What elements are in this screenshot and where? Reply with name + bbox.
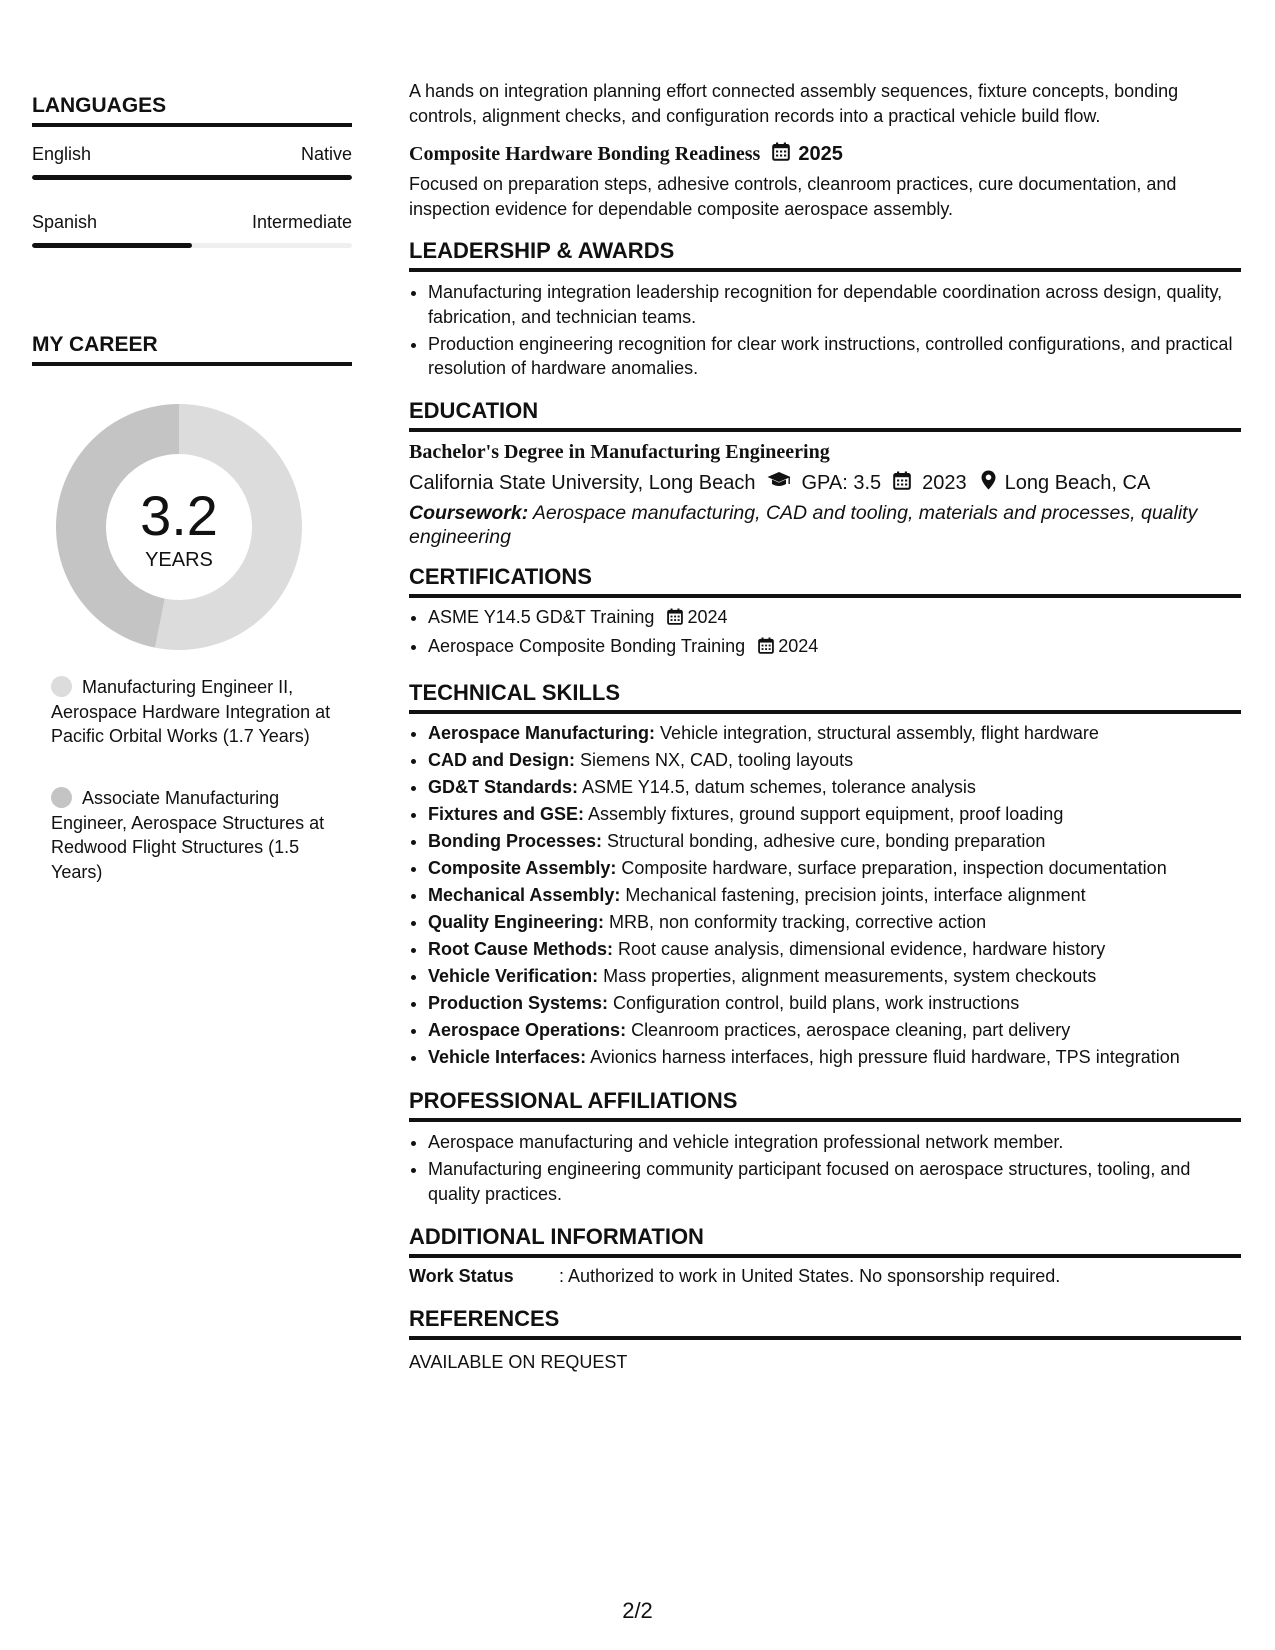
school-name: California State University, Long Beach — [409, 471, 756, 494]
skill-label: GD&T Standards: — [428, 777, 579, 797]
coursework — [409, 501, 1241, 549]
page-number: 2/2 — [622, 1598, 653, 1623]
coursework-label: Coursework: — [409, 502, 529, 524]
calendar-icon — [758, 636, 774, 661]
list-item — [428, 634, 1241, 661]
skill-label: Composite Assembly: — [428, 858, 617, 878]
affiliations-list — [409, 1130, 1241, 1206]
career-legend-text: Manufacturing Engineer II, Aerospace Hardware Integration at Pacific Orbital Works (1.7 Years) — [51, 677, 331, 746]
education-heading: EDUCATION — [409, 398, 1241, 432]
certifications-list — [409, 605, 1241, 661]
skill-label: Vehicle Interfaces: — [428, 1047, 587, 1067]
project-intro-text: A hands on integration planning effort connected assembly sequences, fixture concepts, bonding controls, alignment checks, and configuration records into a practical vehicle build flow. — [409, 81, 1179, 126]
skill-value: MRB, non conformity tracking, corrective action — [604, 912, 987, 932]
skill-value: Assembly fixtures, ground support equipment, proof loading — [584, 804, 1064, 824]
legend-dot-icon — [51, 676, 72, 697]
skill-label: CAD and Design: — [428, 750, 576, 770]
skill-item — [428, 829, 1241, 854]
career-total-value: 3.2 — [140, 484, 218, 547]
skill-value: Composite hardware, surface preparation, inspection documentation — [616, 858, 1167, 878]
list-item: • Aerospace manufacturing and vehicle integration professional network member. — [428, 1130, 1241, 1155]
career-total-unit: YEARS — [145, 549, 213, 571]
project-year: 2025 — [798, 143, 843, 165]
graduation-year: 2023 — [922, 471, 967, 494]
skill-item — [428, 802, 1241, 827]
certification-year: 2024 — [778, 636, 819, 656]
skill-label: Aerospace Manufacturing: — [428, 723, 656, 743]
leadership-list — [409, 280, 1241, 381]
skill-value: ASME Y14.5, datum schemes, tolerance analysis — [578, 777, 976, 797]
location-pin-icon — [981, 470, 996, 496]
certification-name: ASME Y14.5 GD&T Training — [428, 607, 655, 627]
career-legend-text: Associate Manufacturing Engineer, Aerospace Structures at Redwood Flight Structures (1.5 Years) — [51, 788, 325, 882]
language-proficiency-bar — [32, 243, 352, 248]
skill-item — [428, 883, 1241, 908]
affiliations-heading: PROFESSIONAL AFFILIATIONS — [409, 1088, 1241, 1122]
references-heading: REFERENCES — [409, 1306, 1241, 1340]
skill-item — [428, 775, 1241, 800]
additional-heading: ADDITIONAL INFORMATION — [409, 1224, 1241, 1258]
language-item — [32, 144, 352, 180]
project-description: Focused on preparation steps, adhesive controls, cleanroom practices, cure documentation, and inspection evidence for dependable composite aerospace assembly. — [409, 174, 1177, 219]
certification-name: Aerospace Composite Bonding Training — [428, 636, 746, 656]
skill-value: Siemens NX, CAD, tooling layouts — [575, 750, 854, 770]
skill-label: Mechanical Assembly: — [428, 885, 621, 905]
language-level: Intermediate — [251, 212, 352, 232]
language-item — [32, 212, 352, 248]
skills-section — [409, 680, 1241, 1072]
skill-value: Cleanroom practices, aerospace cleaning, part delivery — [626, 1020, 1071, 1040]
skill-item — [428, 1018, 1241, 1043]
language-proficiency-fill — [32, 175, 352, 180]
affiliations-section — [409, 1088, 1241, 1209]
skill-value: Vehicle integration, structural assembly, flight hardware — [655, 723, 1099, 743]
legend-dot-icon — [51, 787, 72, 808]
language-name: Spanish — [32, 212, 98, 232]
skill-value: Root cause analysis, dimensional evidence, hardware history — [613, 939, 1106, 959]
skill-label: Aerospace Operations: — [428, 1020, 627, 1040]
skill-value: Mechanical fastening, precision joints, interface alignment — [620, 885, 1086, 905]
skill-value: Mass properties, alignment measurements, system checkouts — [598, 966, 1097, 986]
education-section — [409, 398, 1241, 549]
work-status-label: Work Status — [409, 1266, 514, 1286]
graduation-cap-icon — [767, 471, 791, 495]
work-status-row — [409, 1266, 1241, 1287]
skill-value: Structural bonding, adhesive cure, bonding preparation — [602, 831, 1046, 851]
gpa-value: GPA: 3.5 — [801, 471, 882, 494]
languages-heading: LANGUAGES — [32, 94, 352, 127]
skill-label: Production Systems: — [428, 993, 609, 1013]
skill-item — [428, 1045, 1241, 1070]
skill-item — [428, 937, 1241, 962]
skill-label: Root Cause Methods: — [428, 939, 614, 959]
list-item: • Production engineering recognition for clear work instructions, controlled configurations, and practical resolution of hardware anomalies. — [428, 332, 1241, 381]
language-name: English — [32, 144, 92, 164]
project-title: Composite Hardware Bonding Readiness — [409, 143, 761, 165]
skill-label: Quality Engineering: — [428, 912, 605, 932]
calendar-icon — [772, 142, 790, 167]
skill-item — [428, 856, 1241, 881]
list-item — [428, 605, 1241, 632]
career-legend-item — [51, 675, 341, 749]
additional-section — [409, 1224, 1241, 1287]
career-legend-item — [51, 786, 341, 884]
calendar-icon — [893, 471, 911, 496]
career-section — [32, 333, 352, 366]
skill-item — [428, 991, 1241, 1016]
skill-label: Bonding Processes: — [428, 831, 603, 851]
skill-value: Configuration control, build plans, work instructions — [608, 993, 1020, 1013]
skill-label: Fixtures and GSE: — [428, 804, 585, 824]
certifications-heading: CERTIFICATIONS — [409, 564, 1241, 598]
certification-year: 2024 — [687, 607, 728, 627]
skill-value: Avionics harness interfaces, high pressure fluid hardware, TPS integration — [586, 1047, 1180, 1067]
leadership-section — [409, 238, 1241, 383]
skill-item — [428, 964, 1241, 989]
language-proficiency-bar — [32, 175, 352, 180]
references-section — [409, 1306, 1241, 1375]
calendar-icon — [667, 607, 683, 632]
list-item: • Manufacturing integration leadership recognition for dependable coordination across design, quality, fabrication, and technician teams. — [428, 280, 1241, 329]
career-heading: MY CAREER — [32, 333, 352, 366]
languages-section — [32, 94, 352, 248]
skills-heading: TECHNICAL SKILLS — [409, 680, 1241, 714]
education-location: Long Beach, CA — [1004, 471, 1151, 494]
coursework-text: Aerospace manufacturing, CAD and tooling, materials and processes, quality engineering — [409, 502, 1198, 548]
work-status-value: : Authorized to work in United States. No sponsorship required. — [559, 1266, 1061, 1286]
project-item — [409, 142, 1241, 221]
certifications-section — [409, 564, 1241, 663]
language-level: Native — [300, 144, 352, 164]
skill-item — [428, 910, 1241, 935]
skill-item — [428, 721, 1241, 746]
list-item: • Manufacturing engineering community participant focused on aerospace structures, tooling, and quality practices. — [428, 1157, 1241, 1206]
skills-list — [409, 721, 1241, 1070]
language-proficiency-fill — [32, 243, 192, 248]
skill-label: Vehicle Verification: — [428, 966, 599, 986]
skill-item — [428, 748, 1241, 773]
leadership-heading: LEADERSHIP & AWARDS — [409, 238, 1241, 272]
references-text: AVAILABLE ON REQUEST — [409, 1352, 628, 1372]
career-donut-chart — [56, 404, 302, 650]
education-meta — [409, 470, 1241, 496]
degree-title: Bachelor's Degree in Manufacturing Engineering — [409, 441, 830, 463]
